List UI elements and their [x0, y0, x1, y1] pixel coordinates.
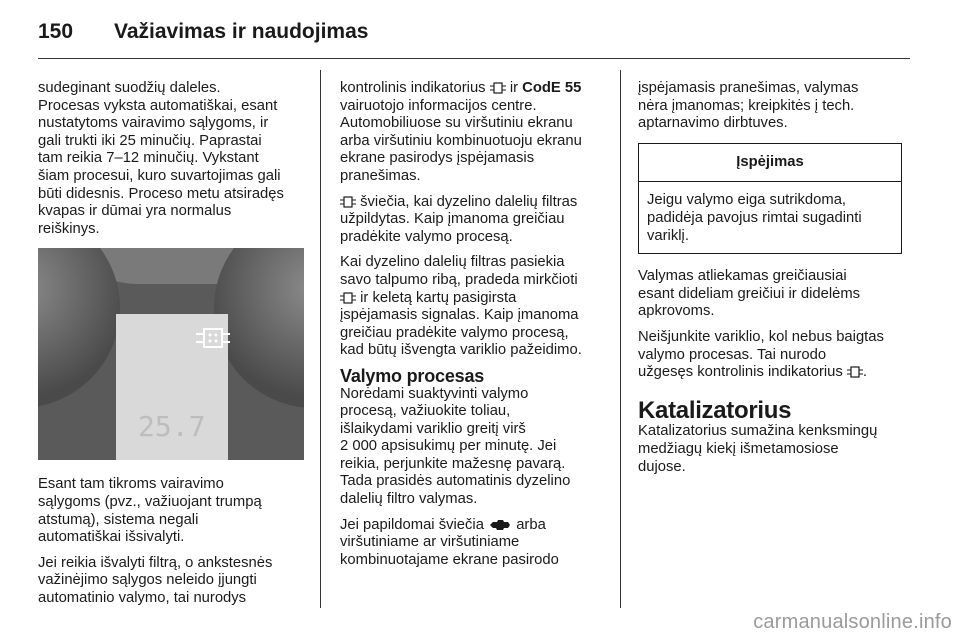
col2-para5: Jei papildomai šviečia arba viršutiniame ar viršutiniame kombinuotajame ekrane pasirodo	[340, 516, 559, 568]
warning-box	[638, 143, 902, 254]
header-divider	[38, 58, 910, 59]
col1-para1: sudeginant suodžių daleles. Procesas vyksta automatiškai, esant nustatytoms vairavimo sąlygoms, ir gali trukti iki 25 minučių. Paprastai tam reikia 7–12 minučių. Vykstant šiam procesui, kuro suvartojimas gali būti didesnis. Proceso metu atsiradęs kvapas ir dūmai yra normalus reiškinys.	[38, 80, 284, 237]
page-number: 150	[38, 20, 74, 43]
dpf-indicator-icon	[340, 292, 356, 304]
heading-cleaning-process: Valymo procesas	[340, 365, 485, 386]
dpf-indicator-icon	[490, 82, 506, 94]
display-code: CodE 55	[522, 80, 582, 96]
col3-para3: Neišjunkite variklio, kol nebus baigtas valymo procesas. Tai nurodo užgesęs kontrolinis indikatorius .	[638, 328, 884, 381]
col3-para4: Katalizatorius sumažina kenksmingų medžiagų kiekį išmetamosiose dujose.	[638, 423, 878, 475]
column-2	[340, 80, 606, 577]
warning-body: Jeigu valymo eiga sutrikdoma, padidėja pavojus rimtai sugadinti variklį.	[647, 192, 862, 244]
watermark: carmanualsonline.info	[753, 611, 952, 633]
col2-para1: kontrolinis indikatorius ir CodE 55 vairuotojo informacijos centre. Automobiliuose su viršutiniu ekranu arba viršutiniu kombinuotuoju ekranu ekrane pasirodys įspėjamasis pranešimas.	[340, 80, 582, 184]
section-title: Važiavimas ir naudojimas	[114, 20, 369, 43]
dpf-icon	[196, 326, 230, 350]
col3-para2: Valymas atliekamas greičiausiai esant dideliam greičiui ir didelėms apkrovoms.	[638, 268, 861, 320]
dpf-indicator-icon	[847, 366, 863, 378]
column-1	[38, 80, 304, 616]
column-3	[638, 80, 904, 484]
check-engine-icon	[488, 519, 512, 531]
col3-para1: įspėjamasis pranešimas, valymas nėra įmanomas; kreipkitės į tech. aptarnavimo dirbtuves.	[638, 80, 859, 132]
col1-para3: Jei reikia išvalyti filtrą, o ankstesnės važinėjimo sąlygos neleido įjungti automatinio valymo, tai nurodys	[38, 554, 273, 606]
instrument-cluster-photo	[38, 248, 304, 460]
col2-para3: Kai dyzelino dalelių filtras pasiekia savo talpumo ribą, pradeda mirkčioti ir keletą kartų pasigirsta įspėjamasis signalas. Kaip įmanoma greičiau pradėkite valymo procesą, kad būtų išvengta variklio pažeidimo.	[340, 254, 582, 359]
display-readout: 25.7	[138, 410, 206, 444]
col2-para2: šviečia, kai dyzelino dalelių filtras užpildytas. Kaip įmanoma greičiau pradėkite valymo procesą.	[340, 193, 578, 245]
heading-catalytic-converter: Katalizatorius	[638, 396, 792, 424]
left-gauge	[38, 248, 120, 408]
column-divider-1	[320, 70, 321, 608]
col2-para4: Norėdami suaktyvinti valymo procesą, važiuokite toliau, išlaikydami variklio greitį virš 2 000 apsisukimų per minutę. Jei reikia, perjunkite mažesnę pavarą. Tada prasidės automatinis dyzelino dalelių filtro valymas.	[340, 385, 571, 508]
page-header	[38, 14, 368, 50]
warning-title: Įspėjimas	[639, 144, 901, 183]
col1-para2: Esant tam tikroms vairavimo sąlygoms (pvz., važiuojant trumpą atstumą), sistema negali automatiškai išsivalyti.	[38, 476, 262, 546]
dpf-indicator-icon	[340, 196, 356, 208]
column-divider-2	[620, 70, 621, 608]
